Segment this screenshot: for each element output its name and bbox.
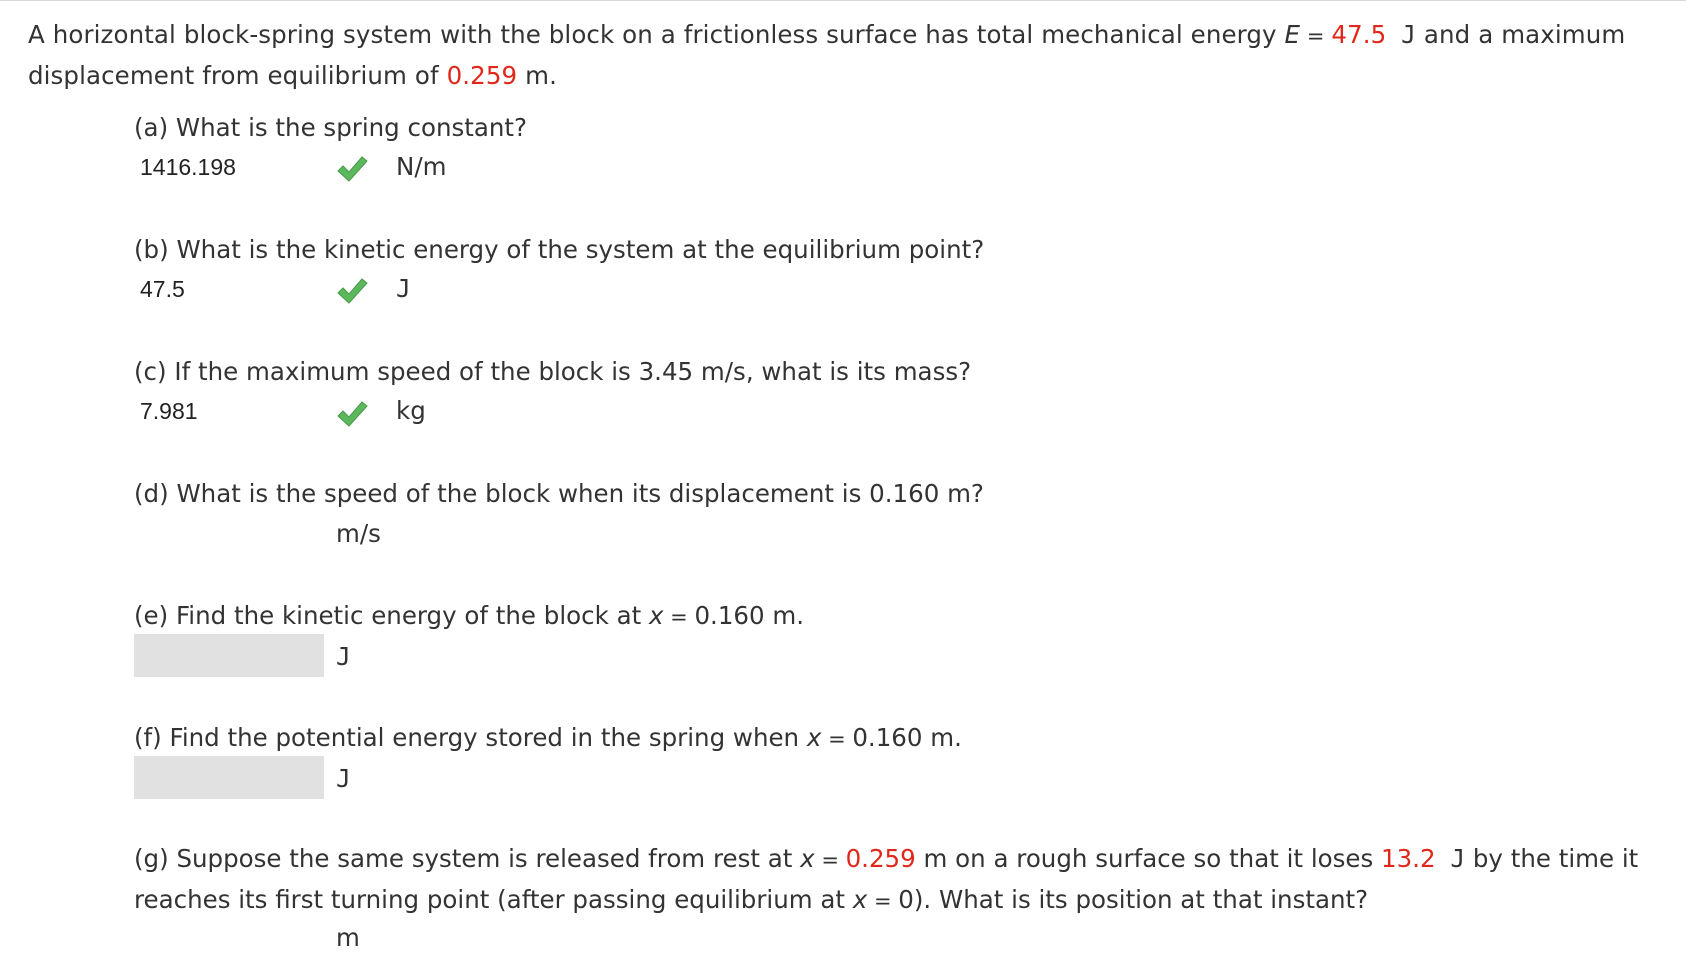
unit-c: kg [396,396,426,425]
unit-e: J [336,642,351,671]
unit-f: J [336,764,351,793]
equals-sign: = [867,889,899,913]
energy-value: 47.5 [1331,20,1387,49]
release-position-value: 0.259 [845,844,916,873]
unit-d: m/s [336,519,381,548]
x-variable: x [806,723,822,752]
intro-text-2: and a maximum displacement from equilibrium of [28,20,1626,90]
question-f-value: 0.160 m. [852,723,962,752]
unit-b: J [396,274,411,303]
checkmark-icon [336,276,368,306]
problem-statement [28,15,1668,96]
energy-unit: J [1386,20,1417,49]
unit-g: m [336,923,360,952]
equals-sign: = [821,727,853,751]
answer-e-input[interactable] [134,634,324,677]
answer-b: 47.5 [140,276,185,302]
intro-text-1: A horizontal block-spring system with the block on a frictionless surface has total mechanical energy [28,20,1285,49]
energy-loss-unit: J [1435,844,1466,873]
energy-loss-value: 13.2 [1381,844,1436,873]
question-g-text-1: (g) Suppose the same system is released from rest at [134,844,801,873]
x-variable: x [800,844,815,873]
question-f [134,718,962,759]
checkmark-icon [336,154,368,184]
answer-a: 1416.198 [140,154,236,180]
question-g-text-4: 0). What is its position at that instant? [898,885,1369,914]
question-a: (a) What is the spring constant? [134,113,528,142]
question-g [134,839,1674,921]
energy-variable: E [1284,20,1301,49]
question-g-text-3: by the time it reaches its first turning point (after passing equilibrium at [134,844,1639,914]
question-e-value: 0.160 m. [694,601,805,630]
question-d: (d) What is the speed of the block when its displacement is 0.160 m? [134,479,984,508]
question-b: (b) What is the kinetic energy of the system at the equilibrium point? [134,235,985,264]
checkmark-icon [336,399,368,429]
question-e [134,596,804,637]
equals-sign: = [663,605,695,629]
question-f-text: (f) Find the potential energy stored in the spring when [134,723,807,752]
equals-sign: = [1300,24,1332,48]
intro-text-3: m. [517,61,557,90]
equals-sign: = [814,848,846,872]
answer-f-input[interactable] [134,756,324,799]
question-e-text: (e) Find the kinetic energy of the block at [134,601,649,630]
x-variable: x [852,885,868,914]
unit-a: N/m [396,152,447,181]
answer-c: 7.981 [140,398,198,424]
x-variable: x [648,601,664,630]
displacement-value: 0.259 [446,61,518,90]
question-c: (c) If the maximum speed of the block is 3.45 m/s, what is its mass? [134,357,972,386]
question-g-text-2: m on a rough surface so that it loses [915,844,1382,873]
